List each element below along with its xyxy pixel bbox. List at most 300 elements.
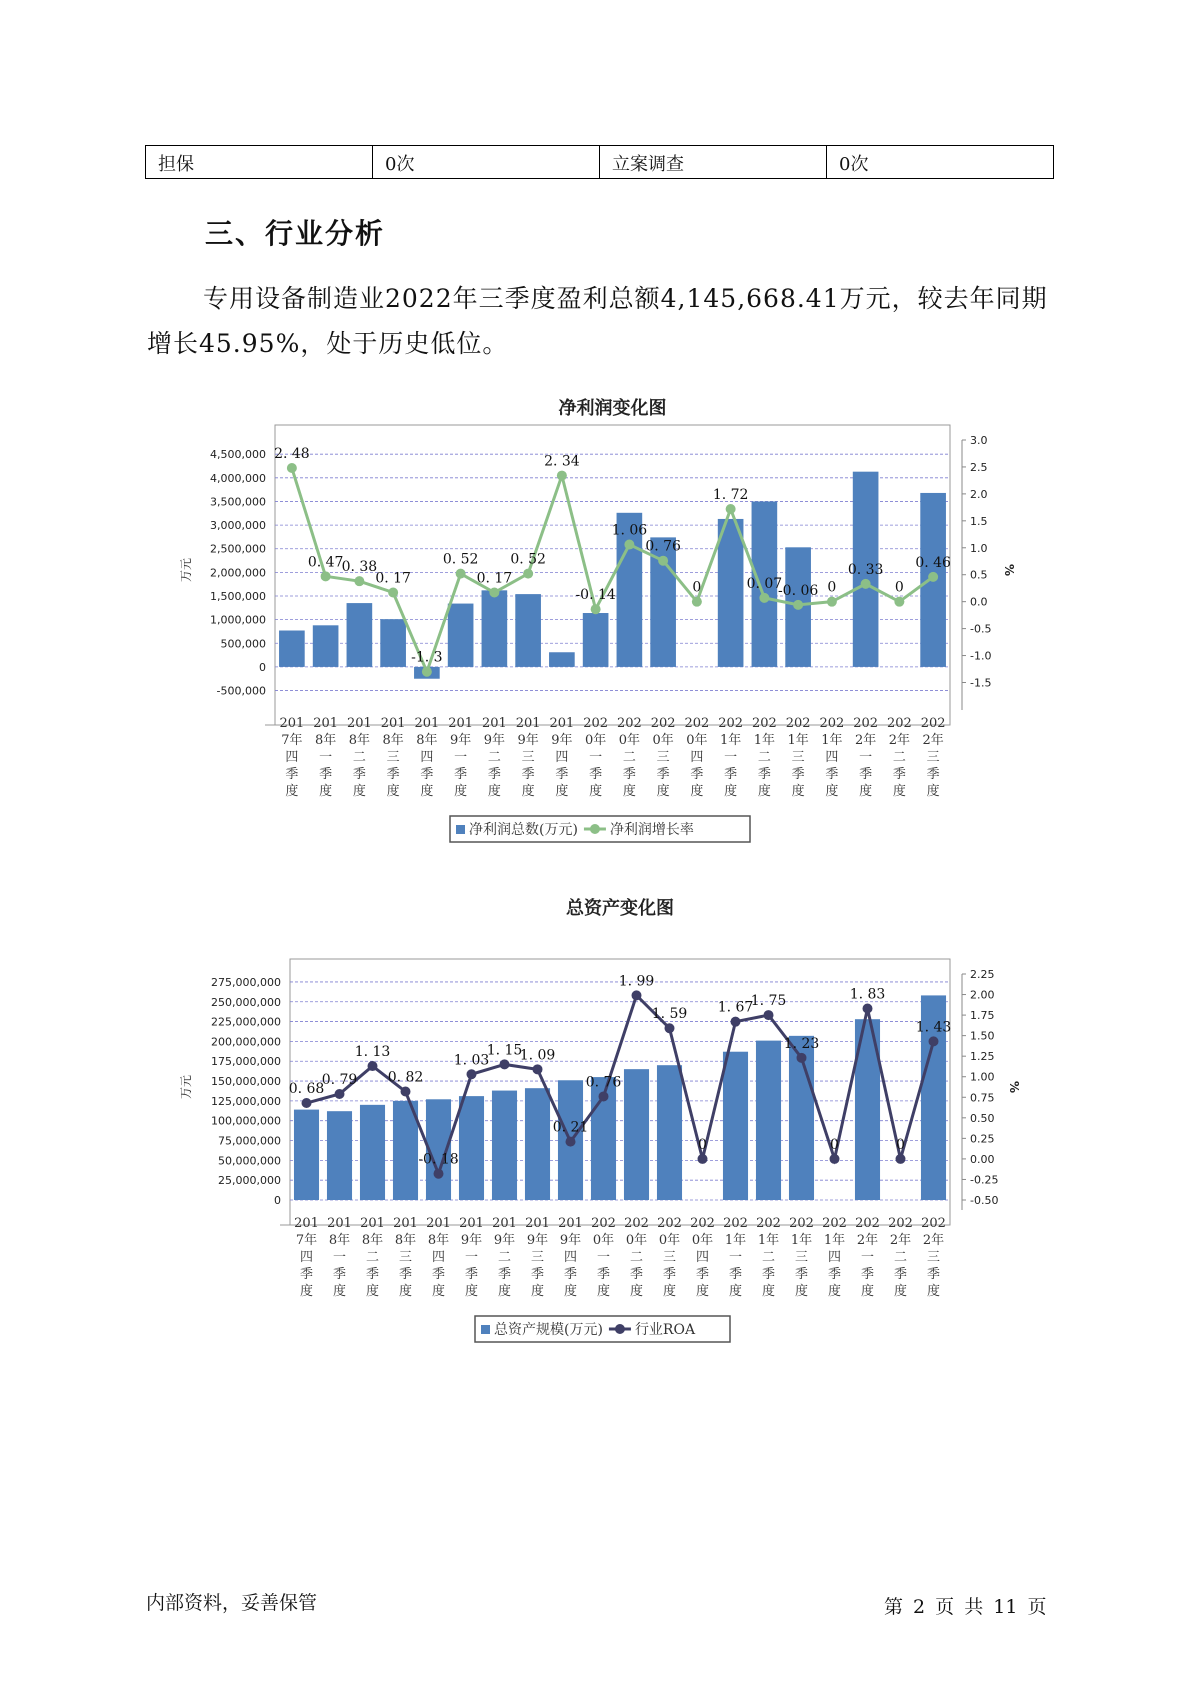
category-label-line: 202: [684, 716, 710, 731]
category-label-12: [684, 716, 709, 799]
bar-9: [583, 613, 609, 667]
category-label-line: 1年: [753, 733, 776, 748]
category-label-line: 季: [319, 767, 333, 782]
category-label-18: [888, 1216, 913, 1299]
line-point-2: [368, 1061, 378, 1071]
category-label-line: 季: [487, 767, 501, 782]
y-tick-label: 2,500,000: [210, 542, 266, 556]
data-label-8: 0. 21: [552, 1119, 589, 1136]
bar-13: [718, 519, 744, 667]
category-label-line: 8年: [361, 1233, 384, 1248]
data-label-5: 1. 03: [453, 1052, 490, 1069]
category-label-line: 201: [558, 1216, 583, 1231]
category-label-line: 二: [352, 750, 366, 765]
line-point-0: [302, 1098, 312, 1108]
bar-6: [482, 590, 508, 667]
category-label-line: 度: [892, 784, 906, 799]
category-label-line: 季: [825, 767, 839, 782]
y2-tick-label: 0.5: [970, 568, 988, 582]
category-label-0: [279, 716, 304, 799]
line-point-16: [830, 1154, 840, 1164]
line-point-12: [692, 597, 702, 607]
category-label-5: [459, 1216, 484, 1299]
data-label-13: 1. 72: [712, 486, 749, 503]
category-label-line: 一: [332, 1250, 347, 1265]
category-label-line: 度: [695, 1284, 710, 1299]
category-label-line: 度: [791, 784, 805, 799]
category-label-6: [492, 1216, 517, 1299]
data-label-3: 0. 82: [387, 1069, 424, 1086]
category-label-line: 度: [332, 1284, 347, 1299]
category-label-line: 季: [454, 767, 468, 782]
legend-line-marker: [615, 1324, 625, 1334]
category-label-line: 季: [285, 767, 299, 782]
category-label-line: 2年: [922, 733, 944, 748]
legend-bar-swatch: [481, 1325, 490, 1334]
category-label-18: [887, 716, 912, 799]
category-label-line: 度: [728, 1284, 743, 1299]
category-label-line: 四: [563, 1250, 578, 1265]
y-tick-label: 4,500,000: [210, 448, 266, 462]
y-tick-label: 200,000,000: [211, 1035, 281, 1049]
bar-10: [624, 1069, 649, 1200]
line-point-3: [388, 587, 398, 597]
y2-tick-label: 1.0: [970, 541, 988, 555]
category-label-line: 201: [525, 1216, 550, 1231]
bar-8: [549, 652, 575, 667]
line-point-7: [533, 1064, 543, 1074]
data-label-7: 1. 09: [519, 1047, 556, 1064]
y-tick-label: 2,000,000: [210, 566, 266, 580]
category-label-line: 季: [299, 1267, 314, 1282]
category-label-line: 四: [825, 750, 839, 765]
category-label-line: 度: [794, 1284, 809, 1299]
data-label-5: 0. 52: [442, 551, 479, 568]
category-label-line: 度: [285, 784, 299, 799]
category-label-line: 季: [431, 1267, 446, 1282]
category-label-line: 度: [589, 784, 603, 799]
category-label-line: 202: [583, 716, 609, 731]
legend-line-label: 净利润增长率: [609, 822, 694, 838]
category-label-line: 度: [893, 1284, 908, 1299]
legend-bar-label: 总资产规模(万元): [494, 1322, 603, 1338]
category-label-3: [393, 1216, 418, 1299]
category-label-9: [591, 1216, 616, 1299]
category-label-3: [381, 716, 406, 799]
category-label-8: [558, 1216, 583, 1299]
y2-tick-label: 2.0: [970, 487, 988, 501]
category-label-line: 四: [299, 1250, 314, 1265]
data-label-12: 0: [692, 579, 702, 596]
category-label-line: 季: [332, 1267, 347, 1282]
category-label-line: 度: [596, 1284, 611, 1299]
line-point-6: [489, 587, 499, 597]
line-point-4: [422, 667, 432, 677]
category-label-line: 0年: [658, 1233, 681, 1248]
category-label-14: [752, 716, 777, 799]
bar-3: [380, 619, 406, 667]
data-label-19: 1. 43: [915, 1019, 952, 1036]
category-label-line: 202: [718, 716, 744, 731]
line-point-19: [929, 1036, 939, 1046]
category-label-line: 四: [827, 1250, 842, 1265]
data-label-7: 0. 52: [510, 551, 546, 568]
category-label-line: 一: [454, 750, 468, 765]
y2-tick-label: 0.00: [970, 1152, 995, 1166]
y-tick-label: 75,000,000: [218, 1134, 281, 1148]
category-label-line: 季: [724, 767, 738, 782]
category-label-line: 201: [549, 716, 575, 731]
category-label-line: 201: [414, 716, 440, 731]
category-label-line: 季: [622, 767, 636, 782]
data-label-0: 2. 48: [274, 446, 310, 463]
category-label-line: 2年: [888, 733, 911, 748]
category-label-line: 202: [819, 716, 845, 731]
bar-2: [360, 1105, 385, 1200]
category-label-line: 三: [398, 1250, 413, 1265]
category-label-line: 季: [555, 767, 569, 782]
data-label-9: -0. 14: [575, 587, 616, 604]
line-point-2: [354, 576, 364, 586]
category-label-line: 三: [386, 750, 400, 765]
line-point-3: [401, 1087, 411, 1097]
category-label-line: 度: [859, 784, 873, 799]
category-label-line: 202: [921, 1216, 946, 1231]
category-label-line: 度: [365, 1284, 380, 1299]
category-label-line: 2年: [856, 1233, 879, 1248]
y2-tick-label: 2.25: [970, 968, 995, 981]
category-label-line: 1年: [757, 1233, 780, 1248]
data-label-1: 0. 47: [307, 554, 344, 571]
category-label-13: [718, 716, 743, 799]
category-label-line: 9年: [460, 1233, 483, 1248]
category-label-2: [360, 1216, 385, 1299]
line-point-18: [894, 597, 904, 607]
category-label-line: 度: [563, 1284, 578, 1299]
y-tick-label: 175,000,000: [211, 1055, 281, 1069]
category-label-line: 二: [622, 750, 636, 765]
data-label-13: 1. 67: [717, 999, 754, 1016]
category-label-line: 202: [853, 716, 879, 731]
y-tick-label: 0: [259, 660, 266, 674]
category-label-line: 度: [521, 784, 535, 799]
category-label-line: 季: [596, 1267, 611, 1282]
data-label-8: 2. 34: [544, 453, 580, 470]
y2-tick-label: 0.50: [970, 1111, 995, 1125]
line-point-9: [591, 604, 601, 614]
category-label-line: 一: [589, 750, 603, 765]
bar-2: [347, 603, 373, 667]
category-label-line: 二: [497, 1250, 512, 1265]
y2-tick-label: 1.50: [970, 1029, 995, 1043]
y-tick-label: 150,000,000: [211, 1075, 281, 1089]
category-label-line: 202: [650, 716, 676, 731]
y2-tick-label: -0.25: [970, 1173, 999, 1187]
y2-tick-label: 2.00: [970, 988, 995, 1002]
data-label-4: -0. 18: [418, 1151, 459, 1168]
line-point-16: [827, 597, 837, 607]
bar-1: [327, 1111, 352, 1200]
line-point-8: [557, 471, 567, 481]
category-label-line: 季: [690, 767, 704, 782]
bar-13: [723, 1052, 748, 1200]
category-label-line: 二: [893, 1250, 908, 1265]
category-label-line: 度: [319, 784, 333, 799]
category-label-line: 度: [757, 784, 771, 799]
category-label-line: 2年: [854, 733, 877, 748]
category-label-line: 202: [822, 1216, 847, 1231]
line-point-4: [434, 1169, 444, 1179]
category-label-line: 度: [662, 1284, 677, 1299]
category-label-line: 9年: [526, 1233, 549, 1248]
data-label-15: 1. 23: [783, 1035, 820, 1052]
category-label-line: 202: [888, 1216, 913, 1231]
line-point-0: [287, 463, 297, 473]
category-label-10: [617, 716, 642, 799]
line-point-5: [467, 1069, 477, 1079]
y2-tick-label: 1.5: [970, 514, 988, 528]
category-label-line: 0年: [584, 733, 607, 748]
line-point-6: [500, 1059, 510, 1069]
data-label-9: 0. 76: [585, 1074, 622, 1091]
data-label-2: 1. 13: [354, 1044, 391, 1061]
category-label-16: [822, 1216, 847, 1299]
category-label-9: [583, 716, 608, 799]
section-title: 三、行业分析: [205, 217, 386, 250]
investigation-value: 0次: [827, 146, 1054, 179]
category-label-line: 202: [789, 1216, 814, 1231]
table-row: [146, 146, 1054, 179]
category-label-line: 201: [360, 1216, 385, 1231]
category-label-line: 季: [728, 1267, 743, 1282]
y-tick-label: 50,000,000: [218, 1154, 281, 1168]
category-label-1: [327, 1216, 352, 1299]
y2-tick-label: -0.50: [970, 1194, 999, 1207]
category-label-line: 四: [555, 750, 569, 765]
category-label-line: 201: [380, 716, 406, 731]
category-label-line: 0年: [592, 1233, 615, 1248]
category-label-line: 8年: [314, 733, 337, 748]
category-label-line: 一: [860, 1250, 875, 1265]
bar-11: [657, 1065, 682, 1200]
category-label-line: 度: [464, 1284, 479, 1299]
category-label-4: [414, 716, 439, 799]
category-label-line: 度: [629, 1284, 644, 1299]
net-profit-chart: [0, 390, 1191, 850]
bar-5: [459, 1096, 484, 1200]
category-label-line: 2年: [889, 1233, 912, 1248]
category-label-line: 201: [481, 716, 507, 731]
data-label-6: 0. 17: [476, 570, 513, 587]
category-label-line: 季: [352, 767, 366, 782]
category-label-line: 201: [294, 1216, 319, 1231]
category-label-line: 1年: [719, 733, 742, 748]
category-label-line: 一: [724, 750, 738, 765]
category-label-line: 季: [794, 1267, 809, 1282]
data-label-0: 0. 68: [288, 1081, 325, 1098]
legend-bar-label: 净利润总数(万元): [469, 822, 578, 838]
category-label-line: 一: [319, 750, 333, 765]
y2-tick-label: -0.5: [970, 622, 992, 636]
category-label-line: 二: [629, 1250, 644, 1265]
category-label-line: 7年: [281, 733, 303, 748]
category-label-line: 三: [530, 1250, 545, 1265]
y2-tick-label: 0.0: [970, 595, 988, 609]
category-label-line: 2年: [922, 1233, 945, 1248]
category-label-line: 201: [459, 1216, 484, 1231]
y-tick-label: 250,000,000: [211, 995, 281, 1009]
category-label-line: 8年: [416, 733, 438, 748]
y2-tick-label: 3.0: [970, 434, 988, 447]
y-tick-label: 3,500,000: [210, 495, 266, 509]
category-label-line: 9年: [551, 733, 573, 748]
category-label-line: 季: [398, 1267, 413, 1282]
category-label-line: 季: [757, 767, 771, 782]
category-label-line: 度: [386, 784, 400, 799]
category-label-line: 201: [346, 716, 372, 731]
y-axis-label: 万元: [179, 557, 193, 583]
category-label-line: 四: [431, 1250, 446, 1265]
category-label-line: 202: [855, 1216, 880, 1231]
data-label-1: 0. 79: [321, 1071, 358, 1088]
line-point-13: [731, 1017, 741, 1027]
category-label-line: 8年: [427, 1233, 450, 1248]
total-assets-chart: [0, 890, 1191, 1350]
category-label-line: 三: [791, 750, 805, 765]
y-tick-label: 4,000,000: [210, 471, 266, 485]
category-label-line: 度: [656, 784, 670, 799]
line-point-14: [759, 593, 769, 603]
footer-confidential: 内部资料，妥善保管: [146, 1592, 318, 1614]
category-label-1: [313, 716, 338, 799]
category-label-line: 季: [629, 1267, 644, 1282]
category-label-0: [294, 1216, 319, 1299]
category-label-17: [855, 1216, 880, 1299]
line-point-13: [726, 504, 736, 514]
category-label-line: 度: [299, 1284, 314, 1299]
category-label-6: [482, 716, 507, 799]
category-label-line: 度: [761, 1284, 776, 1299]
line-point-11: [665, 1023, 675, 1033]
line-point-10: [624, 540, 634, 550]
y-tick-label: -500,000: [216, 684, 266, 698]
y-tick-label: 100,000,000: [211, 1114, 281, 1128]
data-label-16: 0: [830, 1136, 839, 1153]
category-label-line: 季: [589, 767, 603, 782]
category-label-7: [525, 1216, 550, 1299]
line-point-7: [523, 569, 533, 579]
line-point-15: [793, 600, 803, 610]
line-point-17: [861, 579, 871, 589]
data-label-10: 1. 06: [611, 522, 648, 539]
data-label-11: 0. 76: [645, 538, 681, 555]
category-label-15: [789, 1216, 814, 1299]
line-point-17: [863, 1004, 873, 1014]
guarantee-value: 0次: [373, 146, 600, 179]
data-label-17: 0. 33: [847, 561, 884, 578]
category-label-10: [624, 1216, 649, 1299]
y2-tick-label: -1.0: [970, 649, 992, 663]
category-label-7: [516, 716, 541, 799]
line-point-8: [566, 1137, 576, 1147]
category-label-line: 一: [728, 1250, 743, 1265]
category-label-line: 201: [426, 1216, 451, 1231]
category-label-line: 四: [690, 750, 704, 765]
category-label-line: 8年: [348, 733, 371, 748]
chart-title: 净利润变化图: [558, 398, 667, 419]
data-label-15: -0. 06: [777, 582, 819, 599]
data-label-12: 0: [698, 1136, 707, 1153]
category-label-line: 季: [563, 1267, 578, 1282]
data-label-2: 0. 38: [341, 559, 378, 576]
data-label-14: 1. 75: [750, 993, 787, 1010]
category-label-line: 三: [662, 1250, 677, 1265]
category-label-line: 201: [327, 1216, 352, 1231]
category-label-line: 202: [657, 1216, 682, 1231]
investigation-label: 立案调查: [600, 146, 827, 179]
category-label-19: [921, 716, 946, 799]
category-label-line: 度: [420, 784, 434, 799]
line-point-18: [896, 1154, 906, 1164]
category-label-line: 度: [690, 784, 704, 799]
category-label-line: 季: [530, 1267, 545, 1282]
category-label-19: [921, 1216, 946, 1299]
data-label-6: 1. 15: [486, 1042, 523, 1059]
category-label-line: 201: [492, 1216, 517, 1231]
category-label-line: 1年: [724, 1233, 747, 1248]
category-label-line: 季: [521, 767, 535, 782]
category-label-line: 季: [662, 1267, 677, 1282]
line-point-5: [456, 569, 466, 579]
category-label-line: 201: [393, 1216, 418, 1231]
category-label-5: [448, 716, 473, 799]
category-label-line: 1年: [823, 1233, 846, 1248]
y-tick-label: 500,000: [220, 637, 266, 651]
y-tick-label: 275,000,000: [211, 975, 281, 989]
bar-5: [448, 604, 474, 667]
y-tick-label: 225,000,000: [211, 1015, 281, 1029]
category-label-line: 1年: [790, 1233, 813, 1248]
category-label-line: 季: [827, 1267, 842, 1282]
category-label-line: 202: [616, 716, 642, 731]
bar-6: [492, 1091, 517, 1200]
category-label-line: 四: [695, 1250, 710, 1265]
line-point-9: [599, 1091, 609, 1101]
category-label-line: 二: [761, 1250, 776, 1265]
data-label-14: 0. 07: [746, 575, 783, 592]
category-label-line: 201: [515, 716, 541, 731]
data-label-17: 1. 83: [849, 986, 886, 1003]
y-tick-label: 0: [274, 1194, 281, 1207]
line-point-1: [321, 571, 331, 581]
category-label-line: 度: [555, 784, 569, 799]
category-label-line: 度: [398, 1284, 413, 1299]
category-label-line: 8年: [328, 1233, 351, 1248]
legend-bar-swatch: [456, 825, 465, 834]
category-label-line: 季: [695, 1267, 710, 1282]
data-label-10: 1. 99: [618, 973, 655, 990]
y-axis-label: 万元: [179, 1074, 193, 1100]
category-label-line: 8年: [394, 1233, 417, 1248]
category-label-line: 202: [591, 1216, 616, 1231]
category-label-line: 季: [791, 767, 805, 782]
category-label-line: 季: [365, 1267, 380, 1282]
category-label-line: 0年: [618, 733, 641, 748]
line-point-14: [764, 1010, 774, 1020]
category-label-line: 季: [860, 1267, 875, 1282]
data-label-18: 0: [896, 1136, 905, 1153]
category-label-line: 三: [926, 1250, 941, 1265]
